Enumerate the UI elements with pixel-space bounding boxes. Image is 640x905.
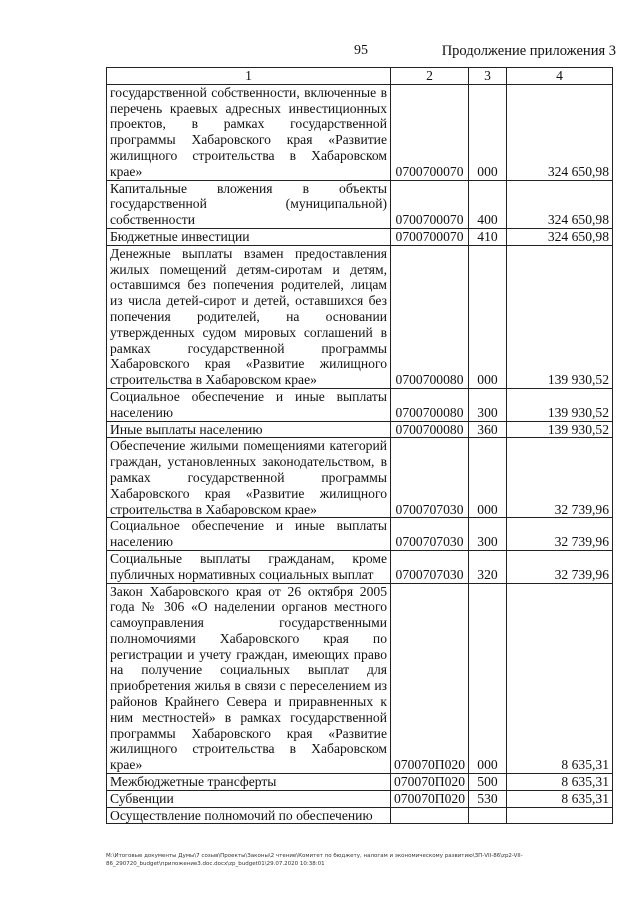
row-vr: 300 [469,518,507,551]
table-row [107,583,613,774]
row-code: 0700707030 [391,550,469,583]
column-header: 4 [507,68,613,85]
row-vr: 000 [469,583,507,774]
row-vr: 000 [469,245,507,388]
table-row [107,228,613,245]
row-name: Иные выплаты населению [107,421,391,438]
row-code: 0700700070 [391,228,469,245]
row-sum: 324 650,98 [507,228,613,245]
row-name: Капитальные вложения в объекты государственной (муниципальной) собственности [107,180,391,228]
row-sum: 139 930,52 [507,421,613,438]
table-row [107,790,613,807]
table-row [107,550,613,583]
row-sum: 32 739,96 [507,518,613,551]
table-row [107,438,613,518]
row-name: Осуществление полномочий по обеспечению [107,807,391,824]
row-vr: 530 [469,790,507,807]
table-row [107,245,613,388]
row-name: Денежные выплаты взамен предоставления жилых помещений детям-сиротам и детям, оставшимся без попечения родителей, лицам из числа детей-сирот и детей, оставшихся без попечения родителей, на основании утвержденных судом мировых соглашений в рамках государственной программы Хабаровского края «Развитие жилищного строительства в Хабаровском крае» [107,245,391,388]
row-vr: 000 [469,438,507,518]
row-vr: 410 [469,228,507,245]
table-row [107,180,613,228]
row-sum: 139 930,52 [507,388,613,421]
row-sum: 8 635,31 [507,774,613,791]
row-vr: 500 [469,774,507,791]
row-code: 070070П020 [391,790,469,807]
table-header-row [107,68,613,85]
row-code: 070070П020 [391,583,469,774]
row-vr: 400 [469,180,507,228]
row-name: государственной собственности, включенные в перечень краевых адресных инвестиционных проектов, в рамках государственной программы Хабаровского края «Развитие жилищного строительства в Хабаровском крае» [107,84,391,180]
row-sum: 8 635,31 [507,790,613,807]
row-vr: 300 [469,388,507,421]
row-name: Обеспечение жилыми помещениями категорий граждан, установленных законодательством, в рамках государственной программы Хабаровского края «Развитие жилищного строительства в Хабаровском крае» [107,438,391,518]
row-code: 0700700080 [391,245,469,388]
continuation-label: Продолжение приложения 3 [441,43,616,59]
row-vr: 360 [469,421,507,438]
row-name: Субвенции [107,790,391,807]
row-code: 0700700080 [391,421,469,438]
row-sum: 8 635,31 [507,583,613,774]
row-code: 0700700070 [391,84,469,180]
column-header: 2 [391,68,469,85]
row-sum: 32 739,96 [507,550,613,583]
row-sum: 324 650,98 [507,84,613,180]
table-row [107,84,613,180]
row-code: 0700700080 [391,388,469,421]
row-vr [469,807,507,824]
table-row [107,421,613,438]
row-name: Закон Хабаровского края от 26 октября 2005 года № 306 «О наделении органов местного самоуправления государственными полномочиями Хабаровского края по регистрации и учету граждан, имеющих право на получение социальных выплат для приобретения жилья в связи с переселением из районов Крайнего Севера и приравненных к ним местностей» в рамках государственной программы Хабаровского края «Развитие жилищного строительства в Хабаровском крае» [107,583,391,774]
table-row [107,518,613,551]
table-row [107,388,613,421]
row-code [391,807,469,824]
row-code: 0700700070 [391,180,469,228]
row-code: 0700707030 [391,518,469,551]
row-code: 070070П020 [391,774,469,791]
column-header: 3 [469,68,507,85]
table-row [107,774,613,791]
row-code: 0700707030 [391,438,469,518]
row-name: Межбюджетные трансферты [107,774,391,791]
row-sum: 139 930,52 [507,245,613,388]
row-sum [507,807,613,824]
row-name: Социальное обеспечение и иные выплаты населению [107,388,391,421]
budget-table [106,67,613,824]
row-sum: 32 739,96 [507,438,613,518]
row-sum: 324 650,98 [507,180,613,228]
column-header: 1 [107,68,391,85]
row-vr: 000 [469,84,507,180]
row-name: Социальные выплаты гражданам, кроме публичных нормативных социальных выплат [107,550,391,583]
row-name: Бюджетные инвестиции [107,228,391,245]
row-name: Социальное обеспечение и иные выплаты населению [107,518,391,551]
page-number: 95 [354,43,368,58]
table-row [107,807,613,824]
file-path-footer: M:\Итоговые документы Думы\7 созыв\Проекты\Законы\2 чтение\Комитет по бюджету, налогам и экономическому развитию\ЗП-VII-86\zp2-VII-86_290720_budget\приложение3.doc.docx\zp_budget01\29.07.2020 10:38:01 [106,853,523,867]
row-vr: 320 [469,550,507,583]
